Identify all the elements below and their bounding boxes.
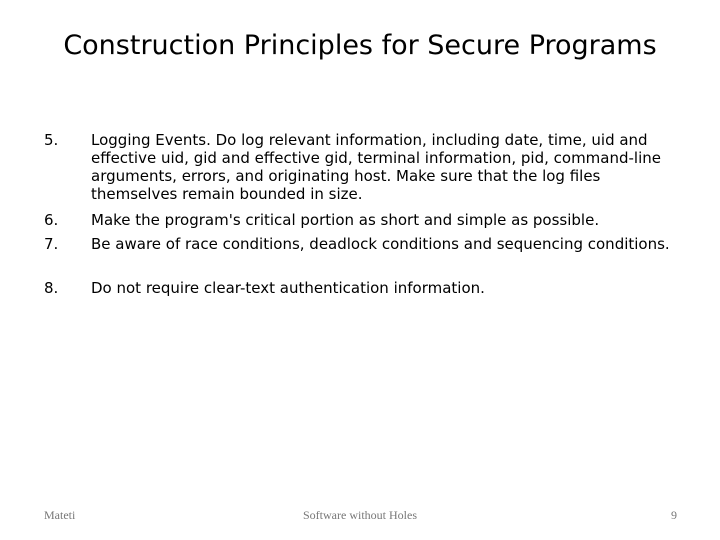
slide-title: Construction Principles for Secure Programs xyxy=(63,30,657,61)
item-text: Make the program's critical portion as short and simple as possible. xyxy=(91,211,600,229)
footer-author: Mateti xyxy=(44,508,76,522)
item-text: Do not require clear-text authentication information. xyxy=(91,279,485,297)
footer-course: Software without Holes xyxy=(303,508,417,522)
item-number: 8. xyxy=(44,279,59,297)
item-number: 7. xyxy=(44,235,59,253)
item-number: 6. xyxy=(44,211,59,229)
item-number: 5. xyxy=(44,131,59,149)
page-number: 9 xyxy=(671,508,677,522)
item-text: Be aware of race conditions, deadlock conditions and sequencing conditions. xyxy=(91,235,670,253)
item-text: Logging Events. Do log relevant information, including date, time, uid and effective uid, gid and effective gid, terminal information, pid, command-line arguments, errors, and originating host. Make sure that the log files themselves remain bounded in size. xyxy=(91,131,661,203)
